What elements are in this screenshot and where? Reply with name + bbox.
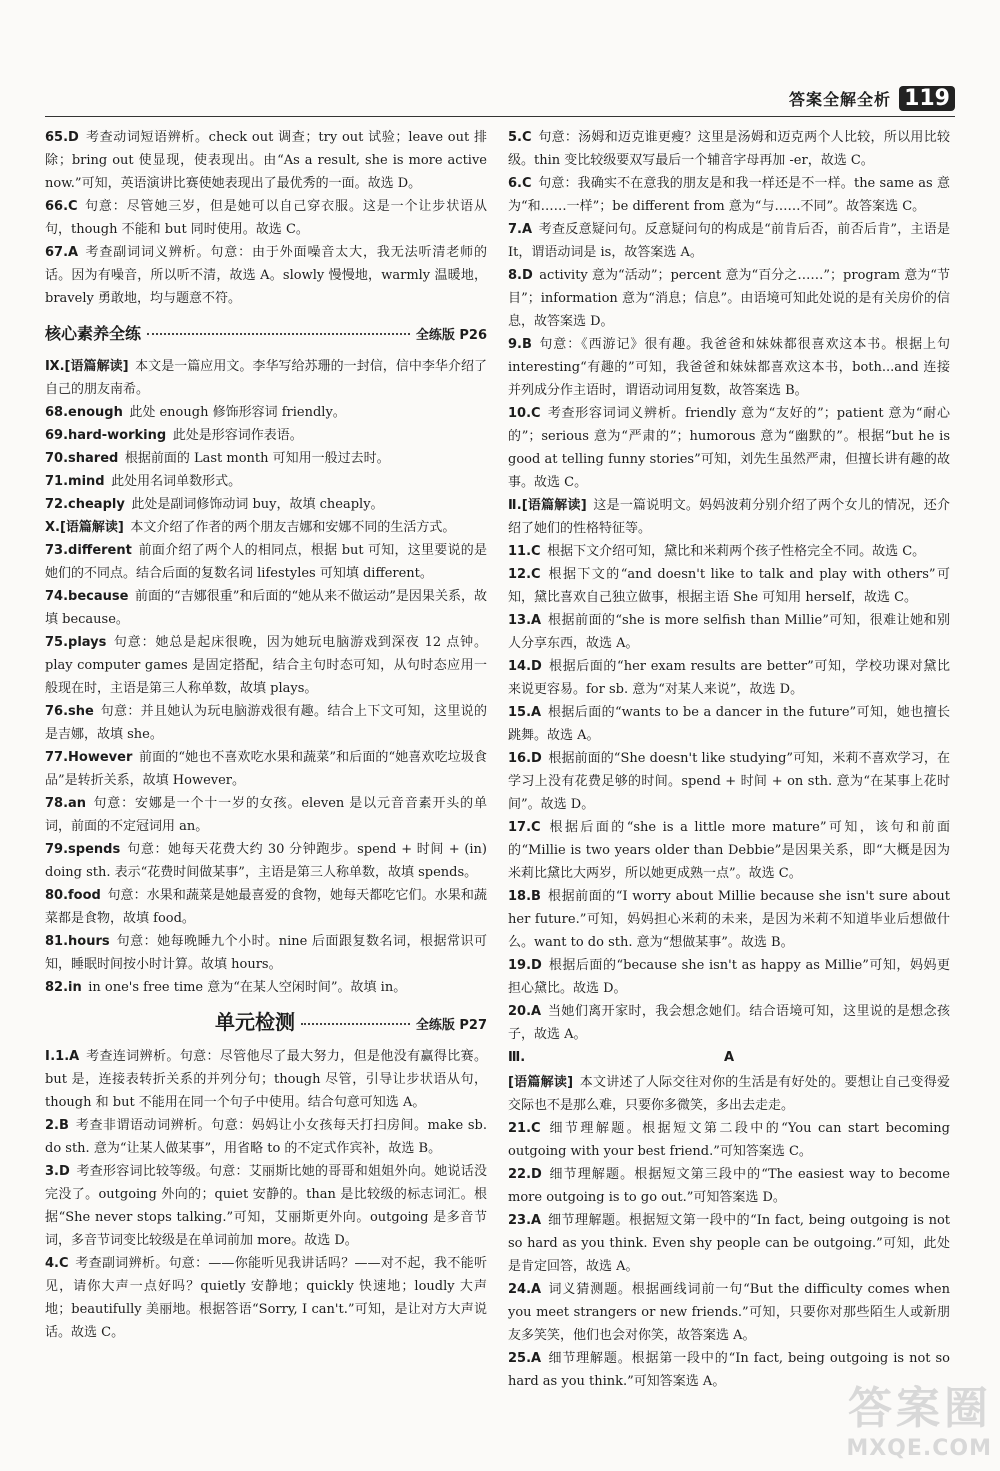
answer-entry xyxy=(45,746,487,792)
section-title: 核心素养全练 xyxy=(45,324,142,343)
answer-entry xyxy=(508,1278,950,1347)
page-header xyxy=(789,86,955,111)
answer-list-unit xyxy=(45,1045,487,1344)
question-number: 16.D xyxy=(508,751,542,766)
explanation-text: 考查形容词比较等级。句意：艾丽斯比她的哥哥和姐姐外向。她说话没完没了。outgoing 外向的；quiet 安静的。than 是比较级的标志词汇。根据“She never stops talking.”可知，艾丽斯更外向。outgoing 是多音节词，多音节词变比较级是在单词前加 more。故选 D。 xyxy=(45,1164,487,1248)
question-number: 77.However xyxy=(45,750,133,765)
explanation-text: 考查动词短语辨析。check out 调查；try out 试验；leave out 排除；bring out 使显现，使表现出。由“As a result, she is more active now.”可知，英语演讲比赛使她表现出了最优秀的一面。故选 D。 xyxy=(45,130,487,191)
explanation-text: 句意：她总是起床很晚，因为她玩电脑游戏到深夜 12 点钟。play computer games 是固定搭配，结合主句时态可知，从句时态应用一般现在时，主语是第三人称单数，故填 plays。 xyxy=(45,635,487,696)
question-number: 74.because xyxy=(45,589,129,604)
explanation-text: 前面的“她也不喜欢吃水果和蔬菜”和后面的“她喜欢吃垃圾食品”是转折关系，故填 However。 xyxy=(45,750,487,788)
explanation-text: 考查非谓语动词辨析。句意：妈妈让小女孩每天打扫房间。make sb. do sth. 意为“让某人做某事”，用省略 to 的不定式作宾补，故选 B。 xyxy=(45,1118,487,1156)
answer-entry xyxy=(508,609,950,655)
question-number: 6.C xyxy=(508,176,532,191)
explanation-text: 本文讲述了人际交往对你的生活是有好处的。要想让自己变得爱交际也不是那么难，只要你多微笑，多出去走走。 xyxy=(508,1075,950,1113)
question-number: 79.spends xyxy=(45,842,121,857)
answer-entry xyxy=(508,264,950,333)
right-column xyxy=(508,126,950,1393)
section-roman: Ⅲ. xyxy=(508,1050,526,1065)
answer-entry xyxy=(508,1209,950,1278)
explanation-text: 根据前面的 Last month 可知用一般过去时。 xyxy=(124,451,390,466)
explanation-text: 细节理解题。根据短文第三段中的“The easiest way to become more outgoing is to go out.”可知答案选 D。 xyxy=(508,1167,950,1205)
question-number: 69.hard-working xyxy=(45,428,167,443)
answer-entry xyxy=(45,516,487,539)
question-number: 4.C xyxy=(45,1256,69,1271)
question-number: Ⅰ.1.A xyxy=(45,1049,80,1064)
answer-entry xyxy=(45,493,487,516)
leader-dots xyxy=(147,333,410,335)
answer-entry xyxy=(508,1163,950,1209)
question-number: 8.D xyxy=(508,268,533,283)
answer-entry xyxy=(508,655,950,701)
question-number: 15.A xyxy=(508,705,542,720)
answer-entry xyxy=(45,838,487,884)
answer-list-right xyxy=(508,126,950,1046)
answer-entry xyxy=(508,954,950,1000)
question-number: 81.hours xyxy=(45,934,110,949)
question-number: 70.shared xyxy=(45,451,119,466)
explanation-text: in one's free time 意为“在某人空闲时间”。故填 in。 xyxy=(88,980,407,995)
section-header-unit xyxy=(45,1011,487,1037)
explanation-text: 句意：并且她认为玩电脑游戏很有趣。结合上下文可知，这里说的是吉娜，故填 she。 xyxy=(45,704,487,742)
explanation-text: 根据后面的“wants to be a dancer in the future”可知，她也擅长跳舞。故选 A。 xyxy=(508,705,950,743)
explanation-text: 此处 enough 修饰形容词 friendly。 xyxy=(129,405,346,420)
answer-entry xyxy=(45,195,487,241)
question-number: 23.A xyxy=(508,1213,542,1228)
question-number: 12.C xyxy=(508,567,541,582)
answer-entry xyxy=(508,1071,950,1117)
explanation-text: 句意：安娜是一个十一岁的女孩。eleven 是以元音音素开头的单词，前面的不定冠词用 an。 xyxy=(45,796,487,834)
explanation-text: 句意：《西游记》很有趣。我爸爸和妹妹都很喜欢这本书。根据上句 interesting“有趣的”可知，我爸爸和妹妹都喜欢这本书，both...and 连接并列成分作主语时，谓语动词用复数，故答案选 B。 xyxy=(508,337,950,398)
answer-entry xyxy=(45,539,487,585)
question-number: 5.C xyxy=(508,130,532,145)
question-number: 21.C xyxy=(508,1121,541,1136)
question-number: 20.A xyxy=(508,1004,542,1019)
explanation-text: 句意：水果和蔬菜是她最喜爱的食物，她每天都吃它们。水果和蔬菜都是食物，故填 food。 xyxy=(45,888,487,926)
answer-entry xyxy=(508,563,950,609)
explanation-text: 根据后面的“her exam results are better”可知，学校功课对黛比来说更容易。for sb. 意为“对某人来说”，故选 D。 xyxy=(508,659,950,697)
question-number: 24.A xyxy=(508,1282,542,1297)
answer-entry xyxy=(508,701,950,747)
explanation-text: 本文介绍了作者的两个朋友吉娜和安娜不同的生活方式。 xyxy=(130,520,456,535)
explanation-text: 词义猜测题。根据画线词前一句“But the difficulty comes when you meet strangers or new friends.”可知，只要你对那些陌生人或新朋友多笑笑，他们也会对你笑，故答案选 A。 xyxy=(508,1282,950,1343)
question-number: 66.C xyxy=(45,199,78,214)
explanation-text: 句意：尽管她三岁，但是她可以自己穿衣服。这是一个让步状语从句，though 不能和 but 同时使用。故选 C。 xyxy=(45,199,487,237)
explanation-text: 前面介绍了两个人的相同点，根据 but 可知，这里要说的是她们的不同点。结合后面的复数名词 lifestyles 可知填 different。 xyxy=(45,543,487,581)
answer-entry xyxy=(45,1160,487,1252)
answer-entry xyxy=(45,631,487,700)
question-number: Ⅸ.[语篇解读] xyxy=(45,359,129,374)
explanation-text: 句意：汤姆和迈克谁更瘦？这里是汤姆和迈克两个人比较，所以用比较级。thin 变比较级要双写最后一个辅音字母再加 -er，故选 C。 xyxy=(508,130,950,168)
question-number: 68.enough xyxy=(45,405,123,420)
passage-letter: A xyxy=(723,1050,735,1065)
question-number: 11.C xyxy=(508,544,541,559)
explanation-text: 根据前面的“She doesn't like studying”可知，米莉不喜欢学习，在学习上没有花费足够的时间。spend + 时间 + on sth. 意为“在某事上花时间”。故选 D。 xyxy=(508,751,950,812)
question-number: 67.A xyxy=(45,245,79,260)
answer-entry xyxy=(45,241,487,310)
explanation-text: 根据下文的“and doesn't like to talk and play with others”可知，黛比喜欢自己独立做事，根据主语 She 可知用 herself，故选 C。 xyxy=(508,567,950,605)
answer-entry xyxy=(508,540,950,563)
question-number: Ⅱ.[语篇解读] xyxy=(508,498,587,513)
answer-entry xyxy=(45,424,487,447)
question-number: 71.mind xyxy=(45,474,105,489)
answer-entry xyxy=(508,333,950,402)
question-number: 2.B xyxy=(45,1118,69,1133)
question-number: 13.A xyxy=(508,613,542,628)
answer-entry xyxy=(45,976,487,999)
explanation-text: 考查形容词词义辨析。friendly 意为“友好的”；patient 意为“耐心的”；serious 意为“严肃的”；humorous 意为“幽默的”。根据“but he is good at telling funny stories”可知，刘先生虽然严肃，但擅长讲有趣的故事。故选 C。 xyxy=(508,406,950,490)
header-divider xyxy=(45,116,955,117)
answer-entry xyxy=(45,470,487,493)
question-number: 80.food xyxy=(45,888,101,903)
explanation-text: 考查反意疑问句。反意疑问句的构成是“前肯后否，前否后肯”，主语是 It，谓语动词是 is，故答案选 A。 xyxy=(508,222,950,260)
answer-entry xyxy=(508,402,950,494)
header-title: 答案全解全析 xyxy=(789,90,892,109)
explanation-text: 本文是一篇应用文。李华写给苏珊的一封信，信中李华介绍了自己的朋友南希。 xyxy=(45,359,487,397)
question-number: 22.D xyxy=(508,1167,542,1182)
answer-list-passage xyxy=(508,1071,950,1393)
question-number: Ⅹ.[语篇解读] xyxy=(45,520,124,535)
question-number: 72.cheaply xyxy=(45,497,125,512)
explanation-text: 细节理解题。根据短文第一段中的“In fact, being outgoing is not so hard as you think. Even shy people can be outgoing.”可知，此处是肯定回答，故选 A。 xyxy=(508,1213,950,1274)
answer-entry xyxy=(508,1117,950,1163)
explanation-text: 当她们离开家时，我会想念她们。结合语境可知，这里说的是想念孩子，故选 A。 xyxy=(508,1004,950,1042)
question-number: 25.A xyxy=(508,1351,542,1366)
watermark-top: 答案圈 xyxy=(848,1383,992,1434)
question-number: 7.A xyxy=(508,222,533,237)
answer-list-top xyxy=(45,126,487,310)
explanation-text: 此处用名词单数形式。 xyxy=(111,474,242,489)
answer-entry xyxy=(45,585,487,631)
answer-entry xyxy=(508,885,950,954)
watermark-bottom: MXQE.COM xyxy=(846,1436,992,1461)
left-column xyxy=(45,126,487,1344)
explanation-text: 细节理解题。根据第一段中的“In fact, being outgoing is not so hard as you think.”可知答案选 A。 xyxy=(508,1351,950,1389)
question-number: 3.D xyxy=(45,1164,70,1179)
explanation-text: 根据后面的“she is a little more mature”可知，该句和前面的“Millie is two years older than Debbie”是因果关系，即“大概是因为米莉比黛比大两岁，所以她更成熟一点”。故选 C。 xyxy=(508,820,950,881)
section-header-core xyxy=(45,322,487,347)
answer-entry xyxy=(45,792,487,838)
answer-entry xyxy=(45,126,487,195)
question-number: 19.D xyxy=(508,958,542,973)
explanation-text: 根据前面的“she is more selfish than Millie”可知，很难让她和别人分享东西，故选 A。 xyxy=(508,613,950,651)
answer-entry xyxy=(508,126,950,172)
page-number: 119 xyxy=(899,86,955,111)
answer-entry xyxy=(508,1000,950,1046)
explanation-text: 句意：我确实不在意我的朋友是和我一样还是不一样。the same as 意为“和……一样”；be different from 意为“与……不同”。故答案选 C。 xyxy=(508,176,950,214)
answer-entry xyxy=(45,930,487,976)
explanation-text: 根据前面的“I worry about Millie because she isn't sure about her future.”可知，妈妈担心米莉的未来，是因为米莉不知道毕业后想做什么。want to do sth. 意为“想做某事”。故选 B。 xyxy=(508,889,950,950)
question-number: 82.in xyxy=(45,980,82,995)
question-number: 76.she xyxy=(45,704,94,719)
answer-entry xyxy=(508,494,950,540)
explanation-text: 考查副词辨析。句意：——你能听见我讲话吗？——对不起，我不能听见，请你大声一点好吗？quietly 安静地；quickly 快速地；loudly 大声地；beautifully 美丽地。根据答语“Sorry, I can't.”可知，是让对方大声说话。故选 C。 xyxy=(45,1256,487,1340)
question-number: 9.B xyxy=(508,337,532,352)
answer-entry xyxy=(45,355,487,401)
answer-entry xyxy=(45,700,487,746)
leader-dots xyxy=(301,1023,410,1025)
question-number: 65.D xyxy=(45,130,79,145)
explanation-text: activity 意为“活动”；percent 意为“百分之……”；program 意为“节目”；information 意为“消息；信息”。由语境可知此处说的是有关房价的信息，故答案选 D。 xyxy=(508,268,950,329)
watermark-logo xyxy=(846,1372,992,1461)
explanation-text: 考查副词词义辨析。句意：由于外面噪音太大，我无法听清老师的话。因为有噪音，所以听不清，故选 A。slowly 慢慢地，warmly 温暖地，bravely 勇敢地，均与题意不符。 xyxy=(45,245,487,306)
explanation-text: 此处是副词修饰动词 buy，故填 cheaply。 xyxy=(131,497,384,512)
question-number: [语篇解读] xyxy=(508,1075,574,1090)
explanation-text: 前面的“吉娜很重”和后面的“她从来不做运动”是因果关系，故填 because。 xyxy=(45,589,487,627)
answer-entry xyxy=(508,218,950,264)
question-number: 75.plays xyxy=(45,635,107,650)
answer-entry xyxy=(508,816,950,885)
explanation-text: 此处是形容词作表语。 xyxy=(172,428,303,443)
answer-entry xyxy=(508,747,950,816)
explanation-text: 细节理解题。根据短文第二段中的“You can start becoming outgoing with your best friend.”可知答案选 C。 xyxy=(508,1121,950,1159)
explanation-text: 这是一篇说明文。妈妈波莉分别介绍了两个女儿的情况，还介绍了她们的性格特征等。 xyxy=(508,498,950,536)
section-title: 单元检测 xyxy=(215,1010,295,1034)
question-number: 10.C xyxy=(508,406,541,421)
answer-entry xyxy=(45,401,487,424)
question-number: 73.different xyxy=(45,543,132,558)
answer-entry xyxy=(45,1252,487,1344)
answer-entry xyxy=(508,172,950,218)
explanation-text: 根据后面的“because she isn't as happy as Millie”可知，妈妈更担心黛比。故选 D。 xyxy=(508,958,950,996)
explanation-text: 考查连词辨析。句意：尽管他尽了最大努力，但是他没有赢得比赛。but 是，连接表转折关系的并列分句；though 尽管，引导让步状语从句，though 和 but 不能用在同一个句子中使用。结合句意可知选 A。 xyxy=(45,1049,487,1110)
answer-entry xyxy=(45,447,487,470)
section-page-ref: 全练版 P27 xyxy=(415,1018,487,1033)
answer-entry xyxy=(45,1114,487,1160)
section-page-ref: 全练版 P26 xyxy=(415,328,487,343)
question-number: 18.B xyxy=(508,889,541,904)
explanation-text: 句意：她每晚睡九个小时。nine 后面跟复数名词，根据常识可知，睡眠时间按小时计算。故填 hours。 xyxy=(45,934,487,972)
explanation-text: 句意：她每天花费大约 30 分钟跑步。spend + 时间 + (in) doing sth. 表示“花费时间做某事”，主语是第三人称单数，故填 spends。 xyxy=(45,842,487,880)
question-number: 78.an xyxy=(45,796,87,811)
answer-entry xyxy=(45,884,487,930)
explanation-text: 根据下文介绍可知，黛比和米莉两个孩子性格完全不同。故选 C。 xyxy=(547,544,926,559)
answer-entry xyxy=(45,1045,487,1114)
answer-list-core xyxy=(45,355,487,999)
question-number: 17.C xyxy=(508,820,541,835)
question-number: 14.D xyxy=(508,659,542,674)
